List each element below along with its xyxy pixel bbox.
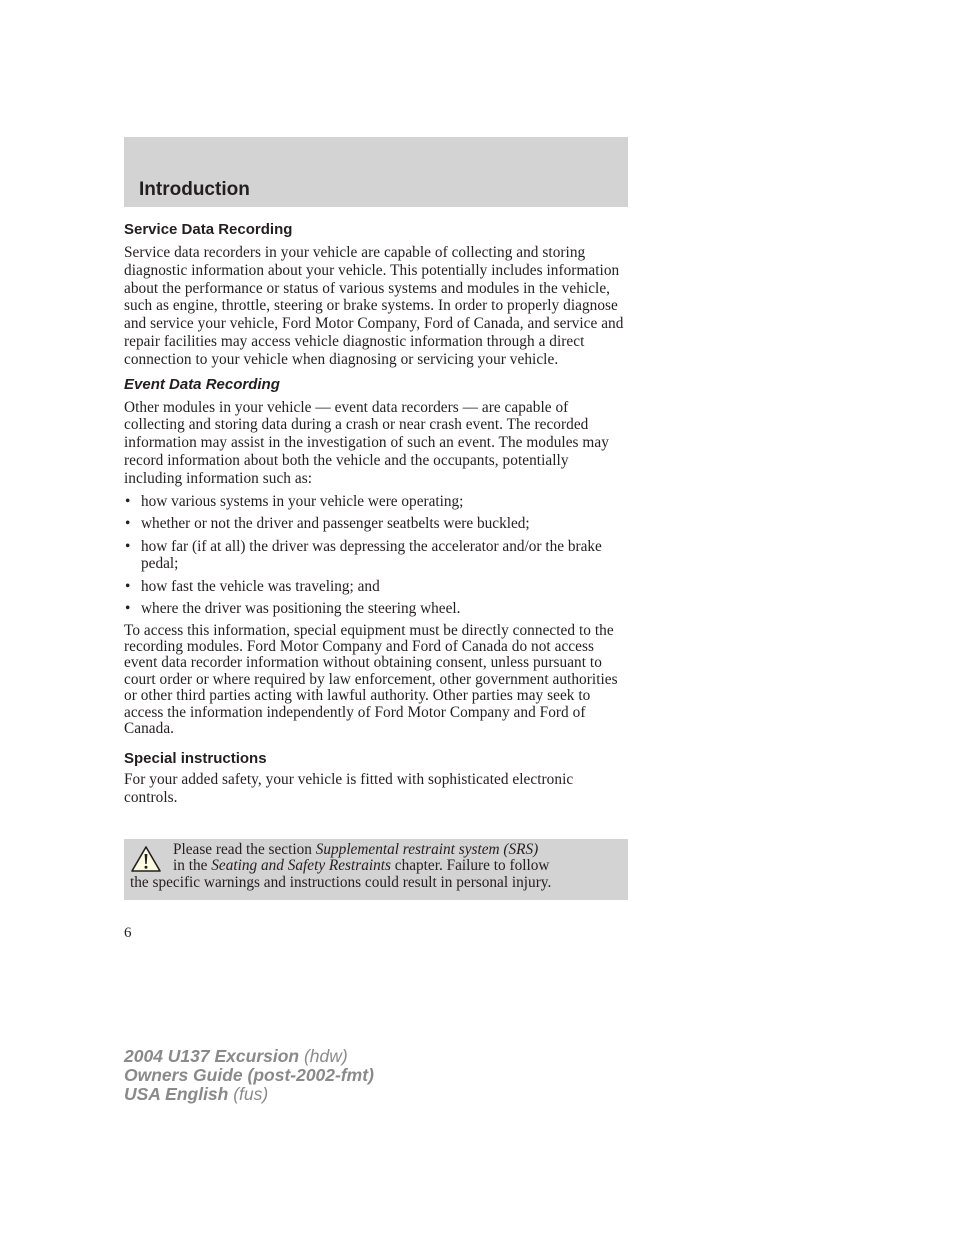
bullet-icon: •	[125, 492, 131, 510]
section-title: Introduction	[139, 179, 250, 200]
footer-model-code: (hdw)	[303, 1046, 348, 1066]
bullet-icon: •	[125, 515, 131, 533]
warning-text: Please read the section Supplemental restraint system (SRS) in the Seating and Safety Restraints chapter. Failure to follow the specific warnings and instructions could result in personal injury.	[130, 841, 552, 891]
warning-box	[124, 839, 628, 900]
footer-language: USA English	[124, 1084, 229, 1104]
list-item: • how far (if at all) the driver was depressing the accelerator and/or the brake pedal;	[125, 537, 602, 573]
list-item: • how various systems in your vehicle were operating;	[125, 492, 464, 510]
bullet-icon: •	[125, 537, 131, 555]
list-item: • how fast the vehicle was traveling; and	[125, 577, 380, 595]
footer	[124, 1047, 374, 1104]
event-data-heading: Event Data Recording	[124, 375, 280, 393]
special-instructions-heading: Special instructions	[124, 750, 267, 768]
section-header	[124, 137, 628, 207]
footer-language-code: (fus)	[233, 1084, 269, 1104]
service-data-paragraph: Service data recorders in your vehicle are capable of collecting and storing diagnostic information about your vehicle. This potentially includes information about the performance or status of various systems and modules in the vehicle, such as engine, throttle, steering or brake systems. In order to properly diagnose and service your vehicle, Ford Motor Company, Ford of Canada, and service and repair facilities may access vehicle diagnostic information through a direct connection to your vehicle when diagnosing or servicing your vehicle.	[124, 244, 624, 368]
service-data-heading: Service Data Recording	[124, 221, 293, 238]
footer-model: 2004 U137 Excursion	[124, 1046, 300, 1066]
list-item: • whether or not the driver and passenger seatbelts were buckled;	[125, 515, 530, 533]
list-item: • where the driver was positioning the steering wheel.	[125, 600, 461, 618]
event-data-paragraph: Other modules in your vehicle — event data recorders — are capable of collecting and storing data during a crash or near crash event. The recorded information may assist in the investigation of such an event. The modules may record information about both the vehicle and the occupants, potentially including information such as:	[124, 398, 609, 487]
bullet-icon: •	[125, 600, 131, 618]
access-paragraph: To access this information, special equipment must be directly connected to the recording modules. Ford Motor Company and Ford of Canada do not access event data recorder information without obtaining consent, unless pursuant to court order or where required by law enforcement, other government authorities or other third parties acting with lawful authority. Other parties may seek to access the information independently of Ford Motor Company and Ford of Canada.	[124, 621, 618, 737]
special-instructions-paragraph: For your added safety, your vehicle is fitted with sophisticated electronic controls.	[124, 771, 574, 807]
footer-guide: Owners Guide (post-2002-fmt)	[124, 1065, 374, 1085]
page-number: 6	[124, 925, 132, 941]
main-content	[124, 220, 630, 807]
event-data-list	[124, 493, 630, 618]
bullet-icon: •	[125, 577, 131, 595]
